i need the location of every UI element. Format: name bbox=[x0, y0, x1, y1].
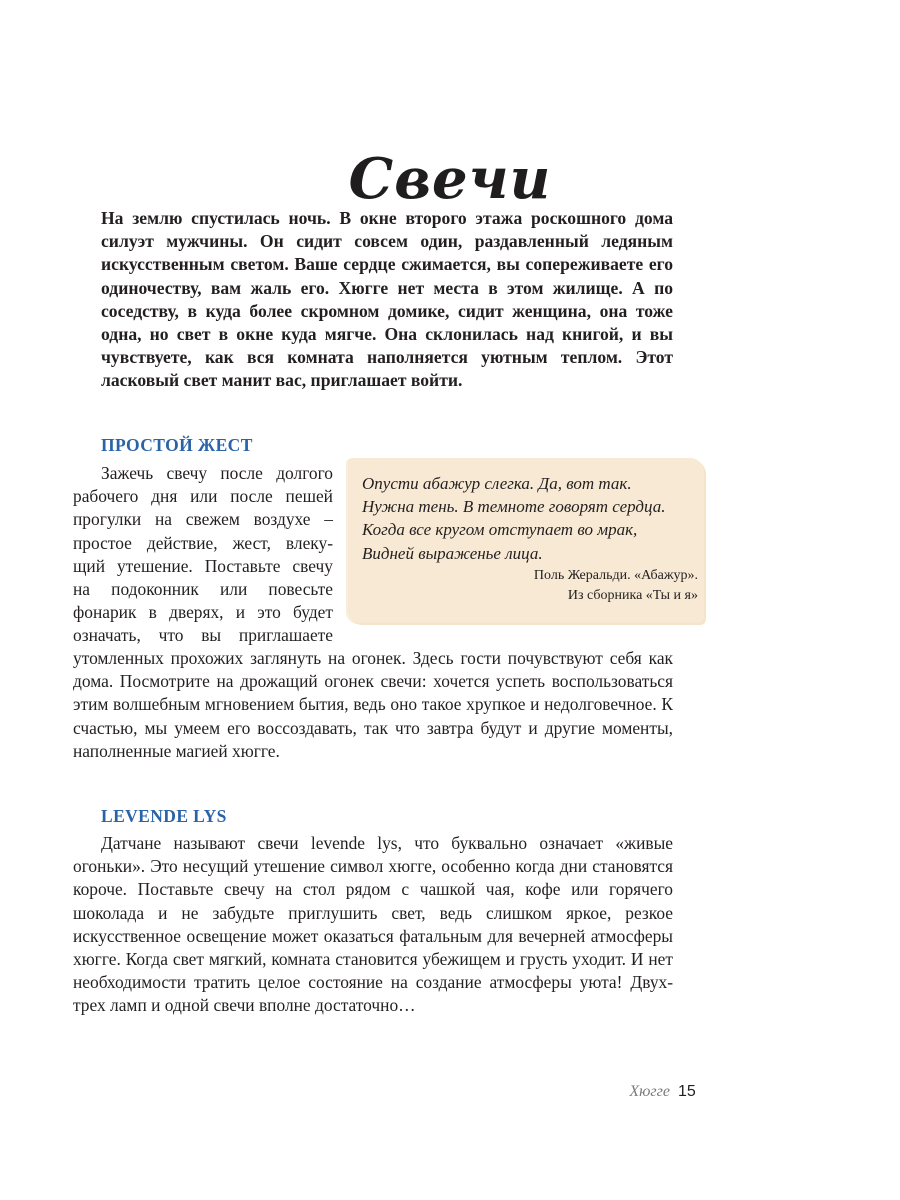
section-heading-levende-lys: LEVENDE LYS bbox=[101, 806, 227, 826]
quote-line: Видней выраженье лица. bbox=[362, 543, 543, 563]
quote-line: Когда все кругом отступает во мрак, bbox=[362, 520, 638, 540]
section-heading-simple-gesture: ПРОСТОЙ ЖЕСТ bbox=[101, 435, 253, 455]
intro-paragraph: На землю спустилась ночь. В окне второго этажа роскошного дома силуэт мужчины. Он сидит совсем один, раздавленный ледяным искусственным светом. Ваше сердце сжимается, вы сопереживаете его одиночеству, вам жаль его. Хюгге нет места в этом жилище. А по соседству, в куда более скромном домике, сидит женщина, она тоже одна, но свет в окне куда мягче. Она склонилась над книгой, и вы чувствуете, как вся комната наполняется уютным теплом. Этот ласковый свет манит вас, приглашает войти. bbox=[101, 208, 673, 391]
section1-continuation: утомленных прохожих заглянуть на огонек. Здесь гости почувствуют себя как дома. Посмотрите на дрожащий огонек свечи: хочется успеть воспользоваться этим волшебным мгновением бытия, ведь оно такое хрупкое и недолговечное. К счастью, мы умеем его воссоздавать, так что завтра будут и другие моменты, наполненные магией хюгге. bbox=[73, 648, 673, 761]
narrow-line: щий утешение. Поставьте свечу bbox=[73, 555, 333, 576]
section1-narrow-paragraph bbox=[73, 462, 333, 648]
quote-text bbox=[362, 472, 700, 565]
page-number: 15 bbox=[678, 1083, 696, 1100]
section2-paragraph: Датчане называют свечи levende lys, что буквально означает «живые огоньки». Это несущий утешение символ хюгге, особенно когда дни становятся короче. Поставьте свечу на стол рядом с чашкой чая, кофе или горячего шоколада и не забудьте приглушить свет, ведь слишком яркое, резкое искусственное освещение может оказаться фатальным для вечерней атмосферы хюгге. Когда свет мягкий, комната становится убежищем и грусть уходит. И нет необходимости тратить целое состояние на создание атмосферы уюта! Двух-трех ламп и одной свечи вполне достаточно… bbox=[73, 833, 673, 1016]
quote-line: Нужна тень. В темноте говорят сердца. bbox=[362, 497, 666, 517]
narrow-line: на подоконник или повесьте bbox=[73, 579, 333, 600]
narrow-line: Зажечь свечу после долгого bbox=[101, 463, 333, 483]
running-title: Хюгге bbox=[629, 1083, 670, 1100]
narrow-line: означать, что вы приглашаете bbox=[73, 625, 333, 646]
page-title: Свечи bbox=[348, 145, 552, 212]
quote-line: Опусти абажур слегка. Да, вот так. bbox=[362, 474, 632, 493]
narrow-line: фонарик в дверях, и это будет bbox=[73, 602, 333, 623]
narrow-line: прогулки на свежем воздухе – bbox=[73, 509, 333, 530]
quote-source: Из сборника «Ты и я» bbox=[567, 588, 698, 603]
narrow-line: рабочего дня или после пешей bbox=[73, 486, 333, 507]
quote-author: Поль Жеральди. «Абажур». bbox=[533, 568, 698, 583]
narrow-line: простое действие, жест, влеку- bbox=[73, 532, 333, 553]
